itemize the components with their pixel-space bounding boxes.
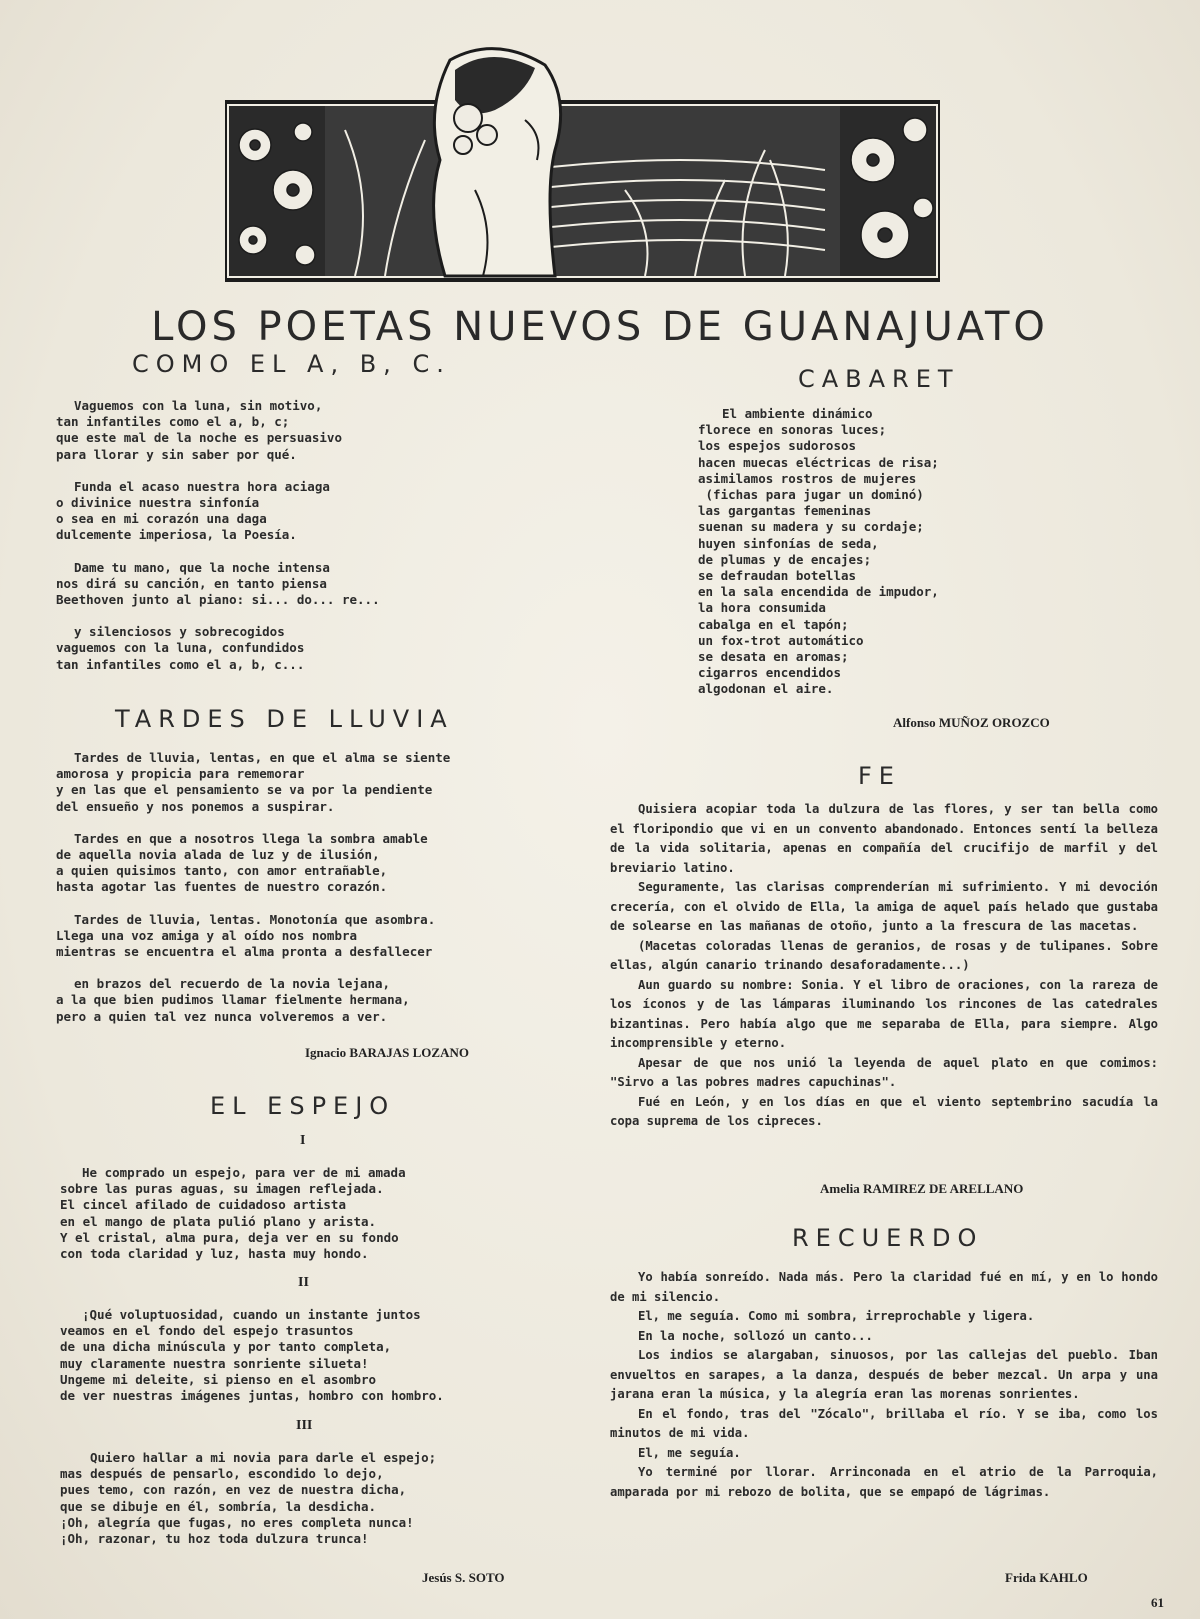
verse-line: algodonan el aire. <box>698 681 834 697</box>
paragraph: Apesar de que nos unió la leyenda de aquel plato en que comimos: "Sirvo a las pobres madres capuchinas". <box>610 1055 1158 1089</box>
verse-line: cabalga en el tapón; <box>698 616 849 632</box>
verse-line: en el mango de plata pulió plano y arista. <box>60 1213 377 1229</box>
author-espejo: Jesús S. SOTO <box>422 1570 505 1585</box>
verse-line: ¡Oh, alegría que fugas, no eres completa nunca! <box>60 1514 414 1530</box>
verse-line: las gargantas femeninas <box>698 503 872 519</box>
poem-tardes <box>56 750 546 1041</box>
part-numeral: I <box>300 1133 306 1148</box>
stanza <box>56 976 546 1025</box>
stanza <box>56 750 546 815</box>
author-fe: Amelia RAMIREZ DE ARELLANO <box>820 1181 1024 1196</box>
verse-line: Tardes de lluvia, lentas, en que el alma se siente <box>74 750 451 765</box>
poem-title-cabaret: CABARET <box>798 365 960 393</box>
verse-line: Beethoven junto al piano: si... do... re... <box>56 592 380 608</box>
paragraph: El, me seguía. <box>638 1445 741 1460</box>
verse-line: pues temo, con razón, en vez de nuestra dicha, <box>60 1482 407 1498</box>
verse-line: hacen muecas eléctricas de risa; <box>698 454 939 470</box>
verse-line: suenan su madera y su cordaje; <box>698 519 924 535</box>
verse-line: Llega una voz amiga y al oído nos nombra <box>56 927 358 943</box>
stanza <box>56 398 486 463</box>
verse-line: cigarros encendidos <box>698 665 841 681</box>
stanza <box>56 831 546 896</box>
stanza <box>56 624 486 673</box>
verse-line: asimilamos rostros de mujeres <box>698 470 917 486</box>
prose-title-fe: FE <box>858 762 901 790</box>
verse-line: de plumas y de encajes; <box>698 551 872 567</box>
poem-title-abc: COMO EL A, B, C. <box>132 350 451 378</box>
verse-line: pero a quien tal vez nunca volveremos a ver. <box>56 1008 388 1024</box>
poem-title-espejo: EL ESPEJO <box>210 1092 396 1120</box>
paragraph: Fué en León, y en los días en que el viento septembrino sacudía la copa suprema de los cipreces. <box>610 1094 1158 1128</box>
verse-line: Tardes en que a nosotros llega la sombra amable <box>74 830 428 846</box>
verse-line: (fichas para jugar un dominó) <box>698 487 924 503</box>
prose-recuerdo <box>610 1268 1158 1502</box>
author-cabaret: Alfonso MUÑOZ OROZCO <box>893 715 1050 730</box>
verse-line: Ungeme mi deleite, si pienso en el asombro <box>60 1371 377 1387</box>
verse-line: Tardes de lluvia, lentas. Monotonía que asombra. <box>74 911 436 927</box>
verse-line: Dame tu mano, que la noche intensa <box>74 559 330 575</box>
verse-line: sobre las puras aguas, su imagen reflejada. <box>60 1181 384 1197</box>
stanza <box>56 479 486 544</box>
verse-line: hasta agotar las fuentes de nuestro corazón. <box>56 879 388 895</box>
paragraph: Yo terminé por llorar. Arrinconada en el atrio de la Parroquia, amparada por mi rebozo de bolita, que se empapó de lágrimas. <box>610 1465 1158 1499</box>
verse-line: a la que bien pudimos llamar fielmente hermana, <box>56 992 410 1008</box>
verse-line: veamos en el fondo del espejo trasuntos <box>60 1323 354 1339</box>
verse-line: a quien quisimos tanto, con amor entrañable, <box>56 863 388 879</box>
verse-line: en la sala encendida de impudor, <box>698 584 939 600</box>
paragraph: Quisiera acopiar toda la dulzura de las flores, y ser tan bella como el floripondio que vi en un convento abandonado. Entonces sentí la belleza de la vida solitaria, apenas en compañía del crucifijo de marfil y del breviario latino. <box>610 802 1158 875</box>
paragraph: Yo había sonreído. Nada más. Pero la claridad fué en mí, y en lo hondo de mi silencio. <box>610 1270 1158 1304</box>
verse-line: y en las que el pensamiento se va por la pendiente <box>56 782 433 798</box>
verse-line: nos dirá su canción, en tanto piensa <box>56 575 327 591</box>
page-number: 61 <box>1151 1595 1164 1610</box>
verse-line: que se dibuje en él, sombría, la desdicha. <box>60 1498 377 1514</box>
verse-line: mientras se encuentra el alma pronta a desfallecer <box>56 944 433 960</box>
paragraph: Seguramente, las clarisas comprenderían mi sufrimiento. Y mi devoción crecería, con el olvido de Ella, la amiga de aquel país helado que gustaba de solearse en las mañanas de otoño, junto a la frescura de las macetas. <box>610 880 1158 933</box>
stanza <box>56 560 486 609</box>
verse-line: muy claramente nuestra sonriente silueta! <box>60 1355 369 1371</box>
verse-line: o sea en mi corazón una daga <box>56 511 267 527</box>
verse-line: en brazos del recuerdo de la novia lejana, <box>74 976 391 992</box>
verse-line: florece en sonoras luces; <box>698 422 887 438</box>
verse-line: la hora consumida <box>698 600 826 616</box>
poem-title-tardes: TARDES DE LLUVIA <box>115 705 454 733</box>
part-numeral: III <box>296 1418 313 1433</box>
verse-line: Y el cristal, alma pura, deja ver en su fondo <box>60 1229 399 1245</box>
author-recuerdo: Frida KAHLO <box>1005 1570 1088 1585</box>
verse-line: El cincel afilado de cuidadoso artista <box>60 1197 346 1213</box>
verse-line: con toda claridad y luz, hasta muy hondo. <box>60 1246 369 1262</box>
prose-fe <box>610 800 1158 1132</box>
verse-line: huyen sinfonías de seda, <box>698 535 879 551</box>
verse-line: Vaguemos con la luna, sin motivo, <box>74 398 323 413</box>
stanza <box>56 912 546 961</box>
verse-line: se defraudan botellas <box>698 568 857 584</box>
prose-title-recuerdo: RECUERDO <box>792 1224 984 1252</box>
verse-line: y silenciosos y sobrecogidos <box>74 624 285 640</box>
verse-line: de aquella novia alada de luz y de ilusión, <box>56 847 380 863</box>
verse-line: ¡Oh, razonar, tu hoz toda dulzura trunca! <box>60 1531 369 1547</box>
author-tardes: Ignacio BARAJAS LOZANO <box>305 1045 469 1060</box>
verse-line: o divinice nuestra sinfonía <box>56 495 260 511</box>
verse-line: los espejos sudorosos <box>698 438 857 454</box>
paragraph: En el fondo, tras del "Zócalo", brillaba el río. Y se iba, como los minutos de mi vida. <box>610 1406 1158 1440</box>
verse-line: para llorar y sin saber por qué. <box>56 446 297 462</box>
poem-cabaret <box>698 406 1028 698</box>
verse-line: amorosa y propicia para rememorar <box>56 766 305 782</box>
verse-line: He comprado un espejo, para ver de mi amada <box>82 1165 406 1180</box>
page-title: LOS POETAS NUEVOS DE GUANAJUATO <box>151 304 1049 350</box>
verse-line: Quiero hallar a mi novia para darle el espejo; <box>90 1450 437 1465</box>
verse-line: tan infantiles como el a, b, c... <box>56 656 305 672</box>
header-illustration <box>225 40 940 294</box>
verse-line: vaguemos con la luna, confundidos <box>56 640 305 656</box>
verse-line: de una dicha minúscula y por tanto completa, <box>60 1339 392 1355</box>
verse-line: Funda el acaso nuestra hora aciaga <box>74 478 330 494</box>
verse-line: ¡Qué voluptuosidad, cuando un instante juntos <box>82 1307 421 1322</box>
paragraph: (Macetas coloradas llenas de geranios, de rosas y de tulipanes. Sobre ellas, algún canario trinando desaforadamente...) <box>610 938 1158 972</box>
poem-espejo-part-2 <box>60 1307 550 1404</box>
verse-line: que este mal de la noche es persuasivo <box>56 430 342 446</box>
poem-abc <box>56 398 486 689</box>
verse-line: tan infantiles como el a, b, c; <box>56 414 290 430</box>
paragraph: Aun guardo su nombre: Sonia. Y el libro de oraciones, con la rareza de los íconos y de las lámparas iluminando los rincones de las catedrales bizantinas. Pero había algo que me separaba de Ella, para siempre. Algo incomprensible y eterno. <box>610 977 1158 1050</box>
poem-espejo-part-1 <box>60 1165 550 1262</box>
verse-line: un fox-trot automático <box>698 632 864 648</box>
verse-line: de ver nuestras imágenes juntas, hombro con hombro. <box>60 1388 444 1404</box>
verse-line: del ensueño y nos ponemos a suspirar. <box>56 798 335 814</box>
verse-line: El ambiente dinámico <box>722 406 873 421</box>
verse-line: se desata en aromas; <box>698 649 849 665</box>
verse-line: mas después de pensarlo, escondido lo dejo, <box>60 1466 384 1482</box>
paragraph: Los indios se alargaban, sinuosos, por las callejas del pueblo. Iban envueltos en sarapes, a la danza, después de beber mezcal. Un arpa y una jarana eran la música, y la alegría eran las morenas sonrientes. <box>610 1348 1158 1401</box>
paragraph: En la noche, sollozó un canto... <box>638 1328 873 1343</box>
poem-espejo-part-3 <box>60 1450 550 1547</box>
verse-line: dulcemente imperiosa, la Poesía. <box>56 527 297 543</box>
paragraph: El, me seguía. Como mi sombra, irreprochable y ligera. <box>638 1309 1035 1323</box>
part-numeral: II <box>298 1275 309 1290</box>
